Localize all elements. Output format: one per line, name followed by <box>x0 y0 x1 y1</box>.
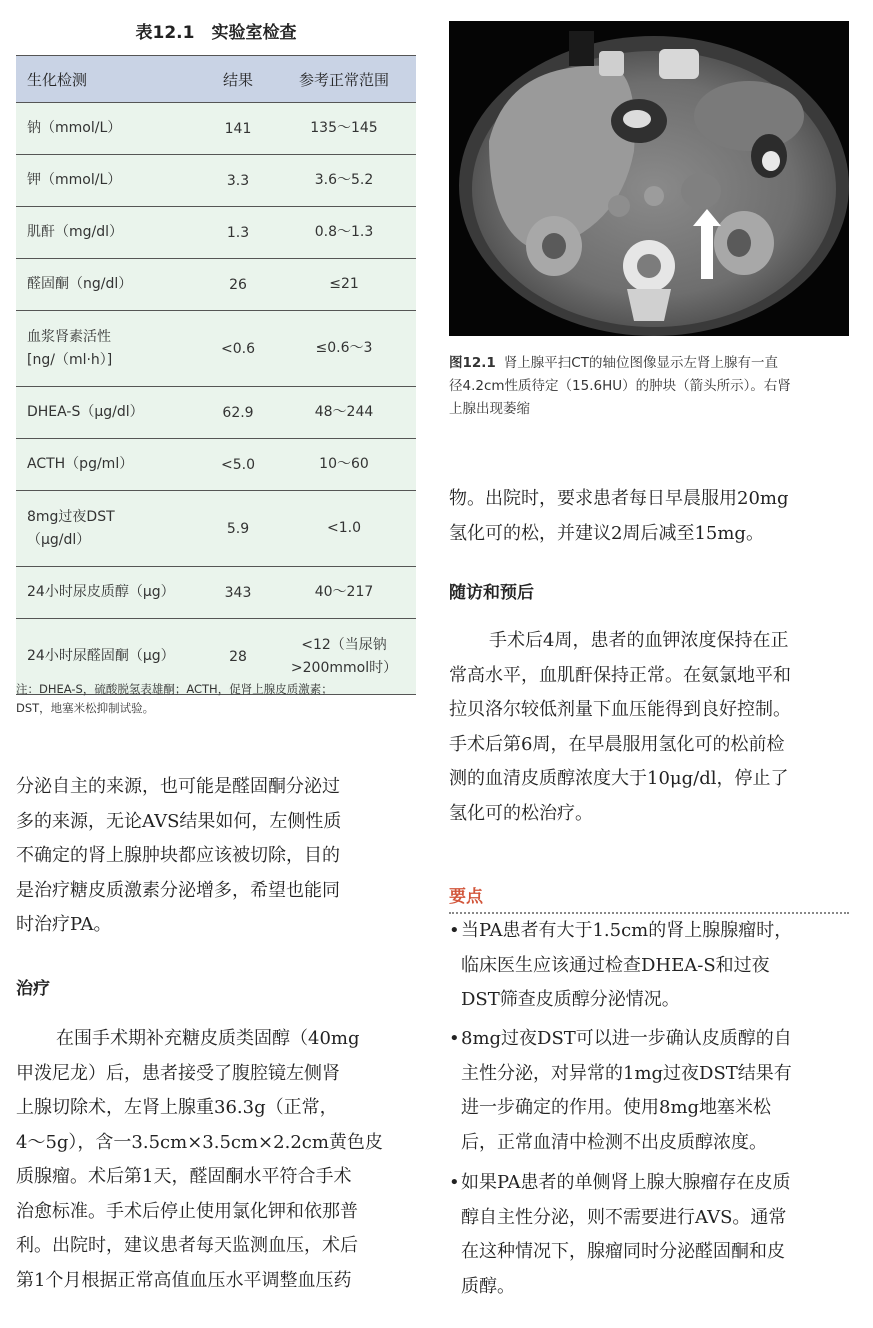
treatment-paragraph: 在围手术期补充糖皮质类固醇（40mg 甲泼尼龙）后，患者接受了腹腔镜左侧肾 上腺切除术，左肾上腺重36.3g（正常， 4～5g），含一3.5cm×3.5cm×2.2cm黄色皮 质腺瘤。术后第1天，醛固酮水平符合手术 治愈标准。手术后停止使用氯化钾和依那普 利。出院时，建议患者每天监测血压，术后 第1个月根据正常高值血压水平调整血压药 <box>16 1028 383 1291</box>
cell-result: 141 <box>204 103 272 155</box>
ct-scan-image <box>449 21 849 336</box>
table-title: 表12.1 实验室检查 <box>135 23 297 43</box>
cell-test: 醛固酮（ng/dl） <box>16 259 204 311</box>
cell-test: 钾（mmol/L） <box>16 155 204 207</box>
table-row <box>16 491 416 567</box>
cell-test: 血浆肾素活性 [ng/（ml·h）] <box>16 311 204 387</box>
bullet-symbol: • <box>449 1172 460 1193</box>
keypoints-heading: 要点 <box>449 887 483 907</box>
table-row <box>16 439 416 491</box>
cell-result: 1.3 <box>204 207 272 259</box>
cell-result: 62.9 <box>204 387 272 439</box>
left-paragraph: 分泌自主的来源，也可能是醛固酮分泌过 多的来源，无论AVS结果如何，左侧性质 不确定的肾上腺肿块都应该被切除，目的 是治疗糖皮质激素分泌增多，希望也能同 时治疗PA。 <box>16 776 342 935</box>
header-result: 结果 <box>204 56 272 103</box>
ct-scan-drawing <box>449 21 849 336</box>
cell-test: 钠（mmol/L） <box>16 103 204 155</box>
cell-range: 3.6～5.2 <box>272 155 416 207</box>
table-row <box>16 103 416 155</box>
cell-range: 135～145 <box>272 103 416 155</box>
cell-test: DHEA-S（μg/dl） <box>16 387 204 439</box>
cell-range: 10～60 <box>272 439 416 491</box>
cell-result: 26 <box>204 259 272 311</box>
cell-test: ACTH（pg/ml） <box>16 439 204 491</box>
cell-test: 24小时尿皮质醇（μg） <box>16 567 204 619</box>
cell-range: <12（当尿钠 >200mmol时） <box>272 619 416 695</box>
cell-result: 28 <box>204 619 272 695</box>
table-row <box>16 567 416 619</box>
table-row <box>16 311 416 387</box>
figure-caption: 图12.1 肾上腺平扫CT的轴位图像显示左肾上腺有一直 径4.2cm性质待定（15.6HU）的肿块（箭头所示）。右肾 上腺出现萎缩 <box>449 355 791 417</box>
header-test: 生化检测 <box>16 56 204 103</box>
followup-heading: 随访和预后 <box>449 583 534 603</box>
table-header-row <box>16 56 416 103</box>
table-row <box>16 207 416 259</box>
cell-test: 24小时尿醛固酮（μg） <box>16 619 204 695</box>
right-continuation: 物。出院时，要求患者每日早晨服用20mg 氢化可的松，并建议2周后减至15mg。 <box>449 488 789 544</box>
cell-range: <1.0 <box>272 491 416 567</box>
treatment-heading: 治疗 <box>16 979 50 999</box>
table-row <box>16 387 416 439</box>
cell-result: 343 <box>204 567 272 619</box>
followup-paragraph: 手术后4周，患者的血钾浓度保持在正 常高水平，血肌酐保持正常。在氨氯地平和 拉贝洛尔较低剂量下血压能得到良好控制。 手术后第6周，在早晨服用氢化可的松前检 测的血清皮质醇浓度大于10μg/dl，停止了 氢化可的松治疗。 <box>449 630 791 824</box>
cell-result: 3.3 <box>204 155 272 207</box>
bullet-symbol: • <box>449 1028 460 1049</box>
cell-range: 0.8～1.3 <box>272 207 416 259</box>
figure-label: 图12.1 <box>449 355 496 371</box>
header-range: 参考正常范围 <box>272 56 416 103</box>
table-row <box>16 155 416 207</box>
lab-results-table <box>16 55 416 695</box>
bullet-symbol: • <box>449 920 460 941</box>
cell-range: 40～217 <box>272 567 416 619</box>
table-row <box>16 259 416 311</box>
table-note: 注：DHEA-S，硫酸脱氢表雄酮；ACTH，促肾上腺皮质激素； DST，地塞米松抑制试验。 <box>16 682 333 715</box>
cell-result: <5.0 <box>204 439 272 491</box>
cell-result: 5.9 <box>204 491 272 567</box>
cell-test: 8mg过夜DST （μg/dl） <box>16 491 204 567</box>
cell-range: ≤21 <box>272 259 416 311</box>
cell-range: ≤0.6～3 <box>272 311 416 387</box>
cell-test: 肌酐（mg/dl） <box>16 207 204 259</box>
cell-result: <0.6 <box>204 311 272 387</box>
cell-range: 48～244 <box>272 387 416 439</box>
